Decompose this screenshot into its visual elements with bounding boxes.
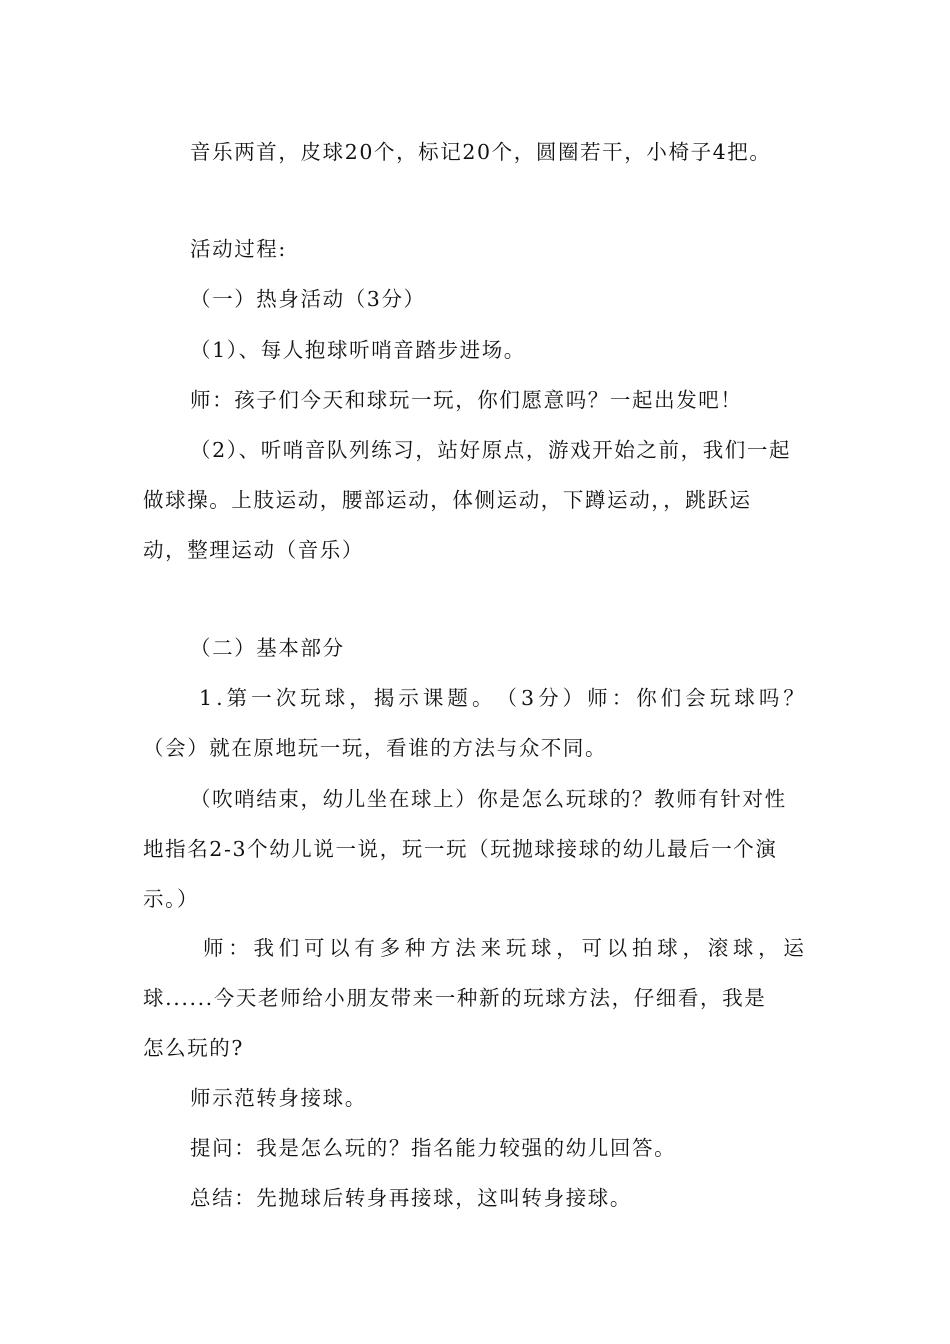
paragraph-line: 地指名2-3个幼儿说一说，玩一玩（玩抛球接球的幼儿最后一个演 [143,837,778,861]
paragraph-line: 师示范转身接球。 [190,1086,367,1110]
section-heading-process: 活动过程: [190,237,287,261]
paragraph-line: 示。） [143,887,200,911]
paragraph-line: 总结：先抛球后转身再接球，这叫转身接球。 [190,1186,632,1210]
paragraph-line: 做球操。上肢运动，腰部运动，体侧运动，下蹲运动，，跳跃运 [143,488,752,512]
subheading-warmup: （一）热身活动（3分） [190,287,426,311]
paragraph-line: 怎么玩的? [143,1036,244,1060]
paragraph-line: （会）就在原地玩一玩，看谁的方法与众不同。 [143,736,608,760]
paragraph-line: 师 ： 我 们 可 以 有 多 种 方 法 来 玩 球 ， 可 以 拍 球 ， 滚 球 ， 运 [203,936,804,960]
materials-line: 音乐两首，皮球20个，标记20个，圆圈若干，小椅子4把。 [190,140,772,164]
paragraph-line: 动，整理运动（音乐） [143,538,364,562]
paragraph-line: 球......今天老师给小朋友带来一种新的玩球方法，仔细看，我是 [143,986,767,1010]
paragraph-line: 1 . 第 一 次 玩 球 ， 揭 示 课 题 。 （ 3 分 ） 师 ： 你 们 会 玩 球 吗 ？ [199,686,804,710]
paragraph-line: （吹哨结束，幼儿坐在球上）你是怎么玩球的？教师有针对性 [190,787,787,811]
paragraph-line: 提问：我是怎么玩的？指名能力较强的幼儿回答。 [190,1136,677,1160]
paragraph-line: （2）、听哨音队列练习，站好原点，游戏开始之前，我们一起 [190,438,792,462]
subheading-basic-part: （二）基本部分 [190,636,345,660]
paragraph-line: （1）、每人抱球听哨音踏步进场。 [190,338,526,362]
paragraph-line: 师：孩子们今天和球玩一玩，你们愿意吗？一起出发吧！ [190,388,743,412]
